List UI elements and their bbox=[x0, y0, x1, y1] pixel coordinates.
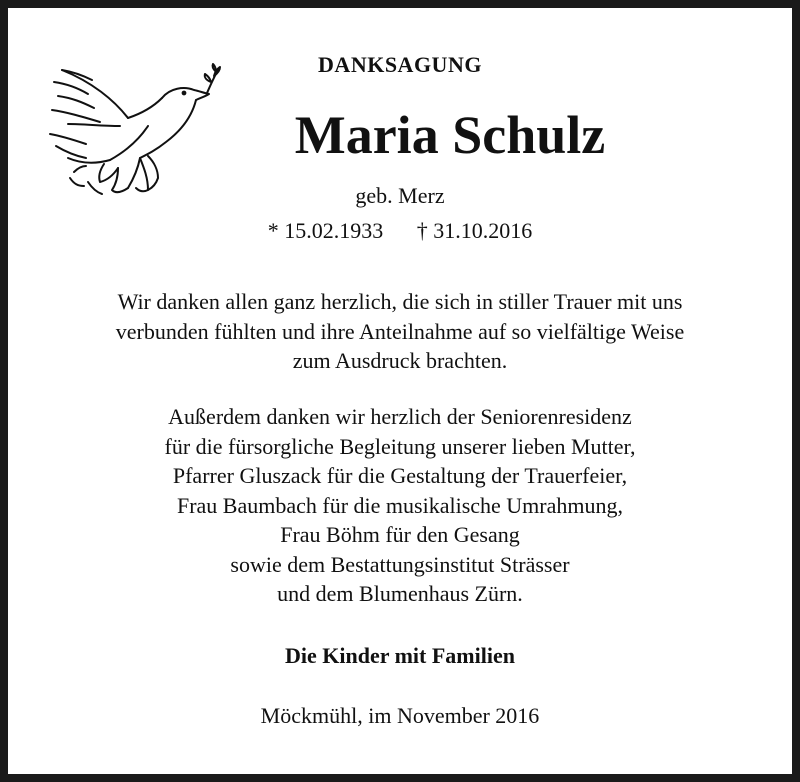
deceased-name: Maria Schulz bbox=[294, 105, 606, 165]
text-line: Frau Baumbach für die musikalische Umrahmung, bbox=[176, 492, 623, 518]
place-and-date: Möckmühl, im November 2016 bbox=[260, 703, 540, 728]
birth-name: geb. Merz bbox=[355, 183, 445, 208]
text-line: für die fürsorgliche Begleitung unserer lieben Mutter, bbox=[164, 433, 636, 459]
text-line: verbunden fühlten und ihre Anteilnahme auf so vielfältige Weise bbox=[115, 318, 685, 344]
text-line: Wir danken allen ganz herzlich, die sich in stiller Trauer mit uns bbox=[117, 289, 683, 314]
text-line: Frau Böhm für den Gesang bbox=[280, 522, 520, 547]
text-line: Außerdem danken wir herzlich der Seniorenresidenz bbox=[168, 404, 632, 429]
birth-date: * 15.02.1933 bbox=[267, 218, 384, 243]
text-line: sowie dem Bestattungsinstitut Strässer bbox=[230, 551, 570, 577]
signature: Die Kinder mit Familien bbox=[285, 643, 515, 668]
notice-heading: DANKSAGUNG bbox=[318, 52, 482, 77]
text-line: zum Ausdruck brachten. bbox=[292, 348, 508, 373]
life-dates bbox=[0, 218, 800, 244]
death-date: † 31.10.2016 bbox=[416, 218, 533, 243]
text-line: und dem Blumenhaus Zürn. bbox=[277, 581, 523, 606]
thanks-paragraph bbox=[0, 287, 800, 376]
text-line: Pfarrer Gluszack für die Gestaltung der Trauerfeier, bbox=[172, 463, 628, 488]
acknowledgements-paragraph bbox=[0, 402, 800, 609]
